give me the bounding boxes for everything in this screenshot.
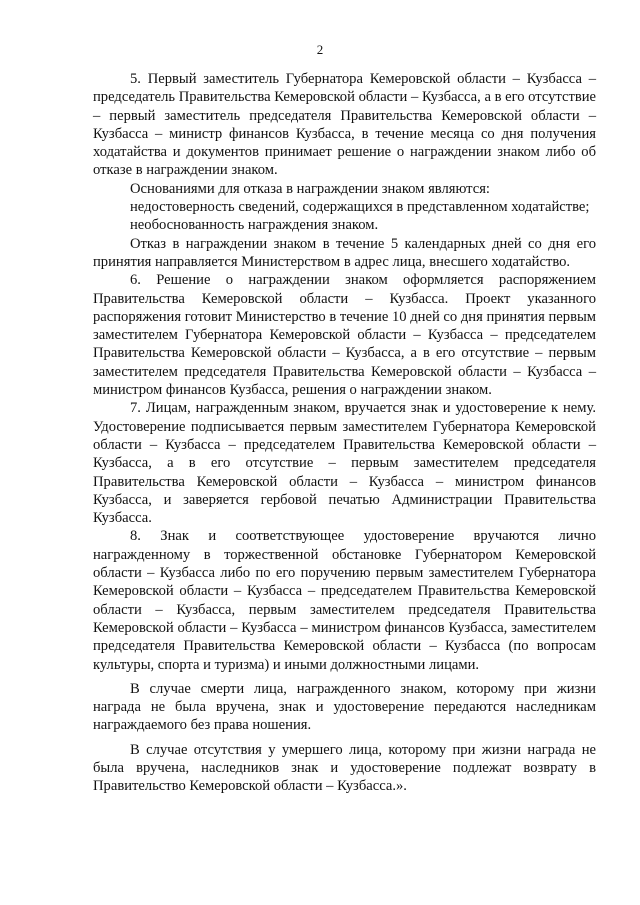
document-body [93,70,596,796]
paragraph-no-heirs-case: В случае отсутствия у умершего лица, которому при жизни награда не была вручена, наследников знак и удостоверение подлежат возврату в Правительство Кемеровской области – Кузбасса.». [93,741,596,795]
paragraph-8-presentation: 8. Знак и соответствующее удостоверение вручаются лично награжденному в торжественной обстановке Губернатором Кемеровской области – Кузбасса либо по его поручению первым заместителем Губернатора Кемеровской области – Кузбасса – председателем Правительства Кемеровской области – Кузбасса, первым заместителем председателя Правительства Кемеровской области – Кузбасса – министром финансов Кузбасса, заместителем председателя Правительства Кемеровской области – Кузбасса (по вопросам культуры, спорта и туризма) и иными должностными лицами. [93,528,596,673]
paragraph-refusal-ground-unjustified: необоснованность награждения знаком. [130,217,379,234]
paragraph-refusal-notice: Отказ в награждении знаком в течение 5 календарных дней со дня его принятия направляется Министерством в адрес лица, внесшего ходатайство. [93,235,596,270]
paragraph-death-case: В случае смерти лица, награжденного знаком, которому при жизни награда не была вручена, знак и удостоверение передаются наследникам награждаемого без права ношения. [93,680,596,734]
paragraph-6-order: 6. Решение о награждении знаком оформляется распоряжением Правительства Кемеровской области – Кузбасса. Проект указанного распоряжения готовит Министерство в течение 10 дней со дня принятия первым заместителем Губернатора Кемеровской области – Кузбасса – председателем Правительства Кемеровской области – Кузбасса, а в его отсутствие – первым заместителем председателя Правительства Кемеровской области – Кузбасса – министром финансов Кузбасса, решения о награждении знаком. [93,272,596,399]
paragraph-refusal-ground-inaccuracy: недостоверность сведений, содержащихся в представленном ходатайстве; [130,199,590,216]
paragraph-7-certificate: 7. Лицам, награжденным знаком, вручается знак и удостоверение к нему. Удостоверение подписывается первым заместителем Губернатора Кемеровской области – Кузбасса – председателем Правительства Кемеровской области – Кузбасса, а в его отсутствие – первым заместителем председателя Правительства Кемеровской области – Кузбасса – министром финансов Кузбасса, и заверяется гербовой печатью Администрации Правительства Кузбасса. [93,400,596,527]
page-number: 2 [316,42,324,57]
paragraph-5-decision: 5. Первый заместитель Губернатора Кемеровской области – Кузбасса – председатель Правительства Кемеровской области – Кузбасса, а в его отсутствие – первый заместитель председателя Правительства Кемеровской области – Кузбасса – министр финансов Кузбасса, в течение месяца со дня получения ходатайства и документов принимает решение о награждении знаком либо об отказе в награждении знаком. [93,71,596,179]
paragraph-refusal-grounds-intro: Основаниями для отказа в награждении знаком являются: [130,180,490,197]
